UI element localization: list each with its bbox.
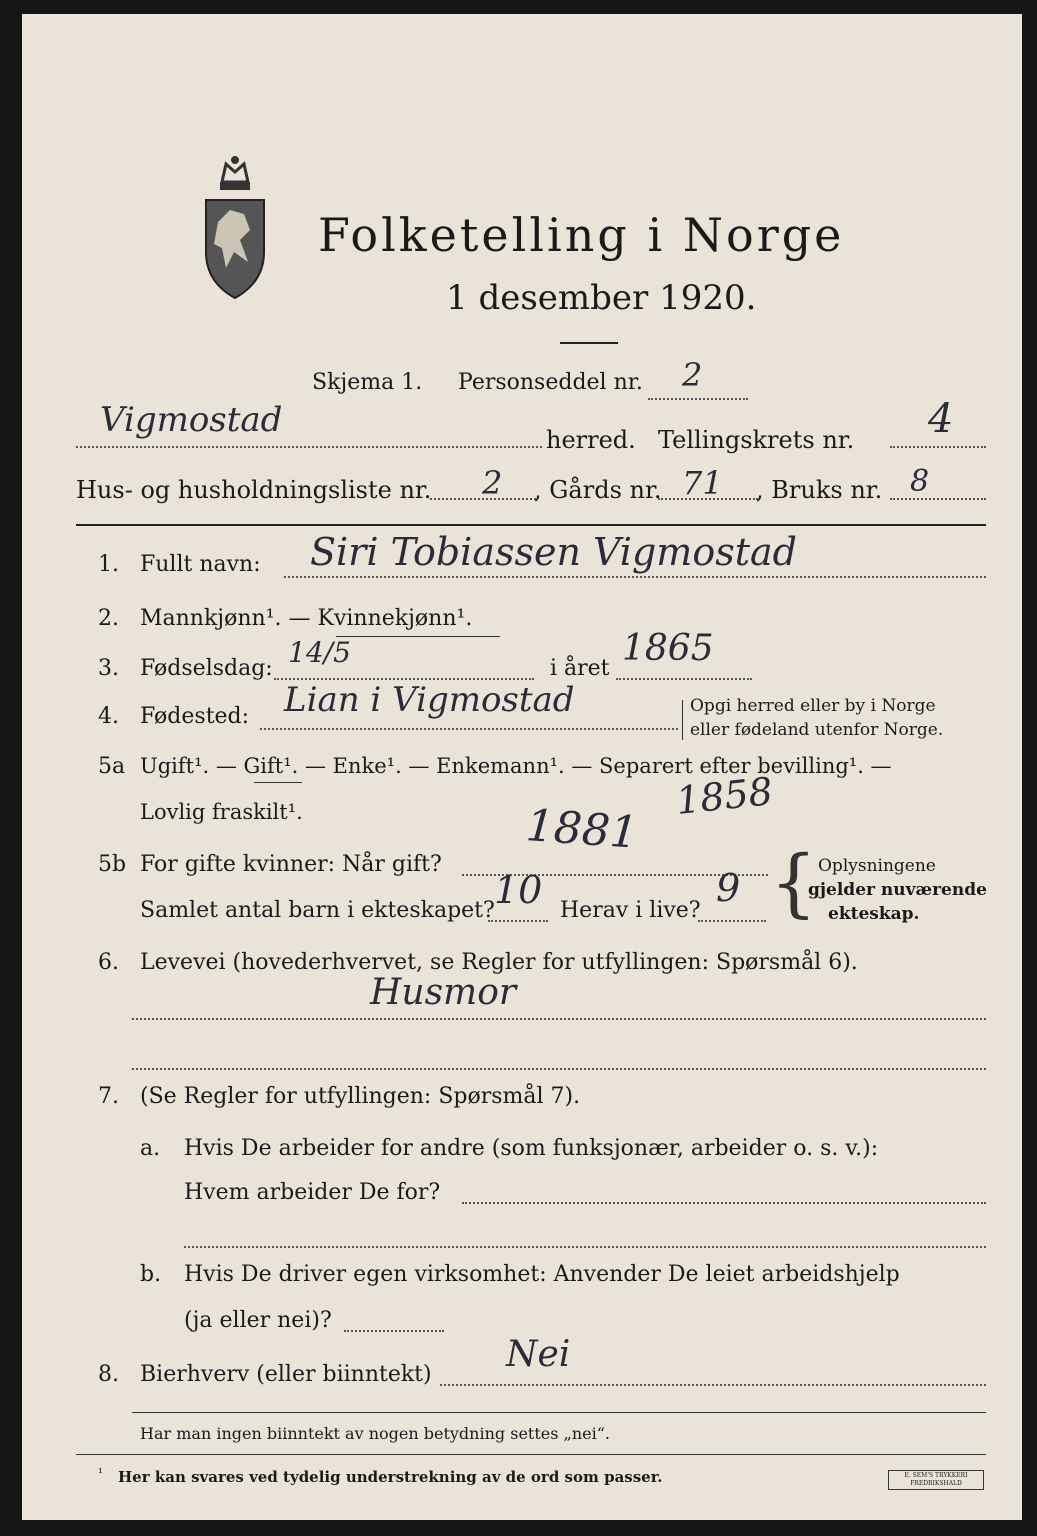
q5b-value-alt: 1858 [673, 769, 775, 823]
q7a-line [462, 1202, 986, 1204]
q8-value: Nei [506, 1334, 571, 1375]
q7b-number: b. [140, 1262, 162, 1287]
q6-label: Levevei (hovederhvervet, se Regler for utfyllingen: Spørsmål 6). [140, 950, 858, 975]
q2-label: Mannkjønn¹. — Kvinnekjønn¹. [140, 606, 473, 631]
herred-label: herred. [546, 426, 636, 454]
census-form-sheet [22, 14, 1022, 1520]
tellingskrets-label: Tellingskrets nr. [658, 426, 855, 454]
section-divider [76, 524, 986, 526]
q1-value: Siri Tobiassen Vigmostad [310, 530, 797, 574]
q4-note-line1: Opgi herred eller by i Norge [690, 696, 936, 716]
q5b-children-value: 10 [494, 868, 543, 912]
q3-year-value: 1865 [622, 628, 714, 669]
q3-year-line [616, 678, 752, 680]
q2-underline-kvinnekjonn [336, 636, 500, 637]
q7a-line2 [184, 1246, 986, 1248]
tellingskrets-value: 4 [928, 396, 954, 442]
q8-label: Bierhverv (eller biinntekt) [140, 1362, 432, 1387]
q7-number: 7. [98, 1084, 119, 1109]
q4-line [260, 728, 678, 730]
q7b-label-line2: (ja eller nei)? [184, 1308, 332, 1333]
q7a-label-line2: Hvem arbeider De for? [184, 1180, 441, 1205]
herred-value: Vigmostad [100, 400, 283, 440]
q5b-children-line [488, 920, 548, 922]
footer-note: Har man ingen biinntekt av nogen betydning settes „nei“. [140, 1424, 610, 1443]
q5b-note-brace: { [770, 840, 818, 926]
q4-note-bracket [682, 700, 683, 740]
q3-label: Fødselsdag: [140, 656, 273, 681]
q7b-line [344, 1330, 444, 1332]
hus-label: Hus- og husholdningsliste nr. [76, 476, 432, 504]
form-date: 1 desember 1920. [446, 278, 757, 318]
footnote-mark: ¹ [98, 1466, 103, 1480]
q5b-children-label: Samlet antal barn i ekteskapet? [140, 898, 495, 923]
bruks-value: 8 [910, 464, 930, 499]
gards-value: 71 [682, 464, 723, 502]
q5b-alive-value: 9 [716, 866, 741, 910]
q3-value: 14/5 [288, 636, 351, 669]
q1-line [284, 576, 986, 578]
title-divider [560, 342, 618, 344]
q4-label: Fødested: [140, 704, 250, 729]
q2-number: 2. [98, 606, 119, 631]
q1-label: Fullt navn: [140, 552, 261, 577]
q7a-number: a. [140, 1136, 161, 1161]
q7a-label: Hvis De arbeider for andre (som funksjonær, arbeider o. s. v.): [184, 1136, 879, 1161]
personseddel-value: 2 [682, 356, 703, 394]
q7b-label: Hvis De driver egen virksomhet: Anvender De leiet arbeidshjelp [184, 1262, 900, 1287]
q5b-note-line1: Oplysningene [818, 856, 936, 876]
q5a-number: 5a [98, 754, 126, 779]
hus-value: 2 [482, 464, 503, 502]
q5b-label: For gifte kvinner: Når gift? [140, 852, 442, 877]
q6-line2 [132, 1068, 986, 1070]
gards-label: , Gårds nr. [534, 476, 662, 504]
norwegian-coat-of-arms-icon [200, 152, 270, 302]
q4-value: Lian i Vigmostad [284, 680, 575, 720]
q5b-note-line3: ekteskap. [828, 904, 920, 924]
q6-number: 6. [98, 950, 119, 975]
form-title: Folketelling i Norge [318, 208, 845, 262]
q6-line [132, 1018, 986, 1020]
q5b-number: 5b [98, 852, 127, 877]
q3-number: 3. [98, 656, 119, 681]
q5b-alive-label: Herav i live? [560, 898, 701, 923]
q5b-alive-line [698, 920, 766, 922]
q4-note-line2: eller fødeland utenfor Norge. [690, 720, 944, 740]
q1-number: 1. [98, 552, 119, 577]
tellingskrets-line [890, 446, 986, 448]
q5a-underline-gift [254, 782, 302, 783]
q7-label: (Se Regler for utfyllingen: Spørsmål 7). [140, 1084, 581, 1109]
footer-divider-2 [76, 1454, 986, 1455]
personseddel-line [648, 398, 748, 400]
herred-line [76, 446, 542, 448]
q5b-value: 1881 [524, 800, 640, 859]
q5a-label-line2: Lovlig fraskilt¹. [140, 800, 303, 824]
skjema-label: Skjema 1. [312, 370, 423, 395]
bruks-label: , Bruks nr. [756, 476, 883, 504]
footnote-text: Her kan svares ved tydelig understrekning av de ord som passer. [118, 1468, 663, 1486]
q5b-note-line2: gjelder nuværende [808, 880, 987, 900]
q4-number: 4. [98, 704, 119, 729]
bruks-line [890, 498, 986, 500]
q8-number: 8. [98, 1362, 119, 1387]
q5a-label: Ugift¹. — Gift¹. — Enke¹. — Enkemann¹. — Separert efter bevilling¹. — [140, 754, 892, 778]
personseddel-label: Personseddel nr. [458, 370, 643, 395]
printer-stamp: E. SEM'S TRYKKERI FREDRIKSHALD [888, 1470, 984, 1490]
footer-divider [132, 1412, 986, 1413]
q8-line [440, 1384, 986, 1386]
q3-year-label: i året [550, 656, 610, 681]
q6-value: Husmor [370, 972, 517, 1013]
